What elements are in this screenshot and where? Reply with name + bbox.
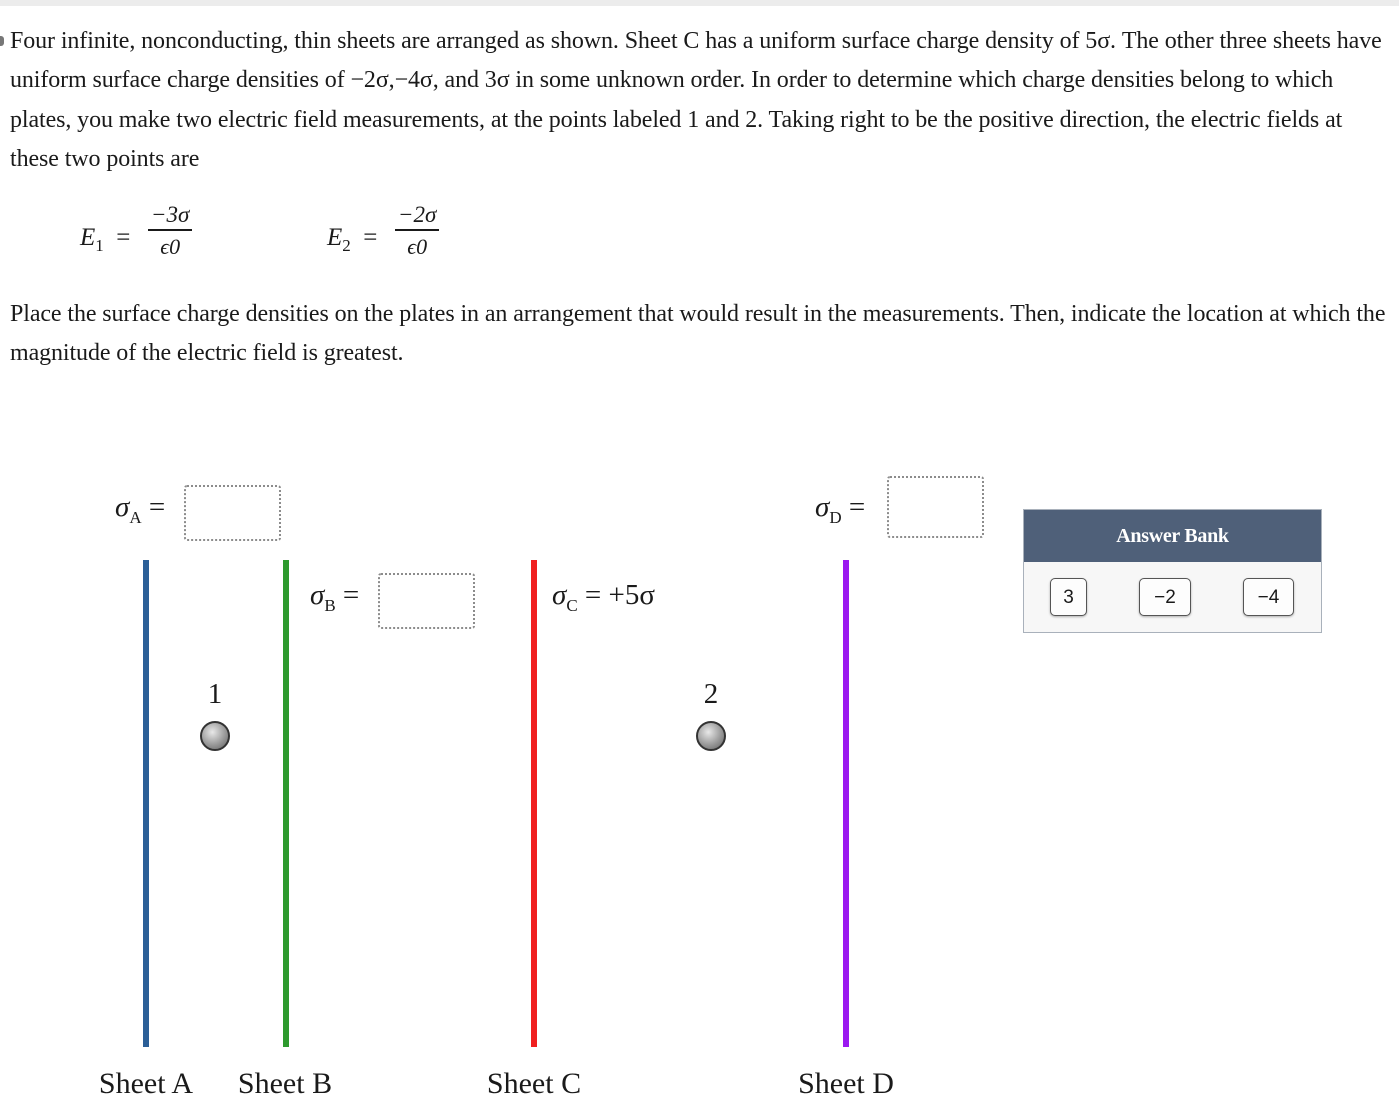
problem-intro: Four infinite, nonconducting, thin sheets are arranged as shown. Sheet C has a uniform surface charge density of 5σ. The other three sheets have uniform surface charge densities of −2σ,−4σ, and 3σ in some unknown order. In order to determine which charge densities belong to which plates, you make two electric field measurements, at the points labeled 1 and 2. Taking right to be the positive direction, the electric fields at these two points are bbox=[10, 28, 1382, 172]
sheet-d-label: Sheet D bbox=[798, 1067, 894, 1100]
sheet-d-line bbox=[843, 560, 849, 1047]
sigma-a-label: $\sigma_A$ = bbox=[115, 491, 166, 527]
sigma-b-label: $\sigma_B$ = bbox=[310, 579, 360, 615]
sheet-a-line bbox=[143, 560, 149, 1047]
sheet-b-label: Sheet B bbox=[237, 1067, 333, 1100]
e1-subscript: 1 bbox=[95, 236, 104, 255]
sigma-d-sub: D bbox=[829, 507, 842, 527]
answer-chip-neg4[interactable]: −4 bbox=[1243, 578, 1294, 616]
answer-chip-3[interactable]: 3 bbox=[1050, 578, 1087, 616]
sigma-d-label: $\sigma_D$ = bbox=[815, 491, 866, 527]
sigma-c-label: $\sigma_C = +5\sigma$ bbox=[552, 579, 656, 615]
e1-denominator: ϵ0 bbox=[160, 233, 181, 259]
e1-symbol: E bbox=[80, 224, 96, 251]
e2-subscript: 2 bbox=[342, 236, 351, 255]
answer-bank bbox=[1023, 509, 1322, 633]
sigma-c-sub: C bbox=[566, 595, 578, 615]
sheet-b-line bbox=[283, 560, 289, 1047]
point-1-marker[interactable] bbox=[200, 721, 230, 751]
sigma-b-sub: B bbox=[324, 595, 336, 615]
sigma-c-value: +5σ bbox=[608, 579, 656, 611]
sigma-d-drop-target[interactable] bbox=[887, 476, 984, 538]
sheet-c-label: Sheet C bbox=[486, 1067, 582, 1100]
top-bar bbox=[0, 0, 1399, 6]
point-1-label: 1 bbox=[207, 678, 223, 710]
sigma-a-drop-target[interactable] bbox=[184, 485, 281, 541]
sheet-c-line bbox=[531, 560, 537, 1047]
point-2-marker[interactable] bbox=[696, 721, 726, 751]
e1-numerator: −3σ bbox=[151, 202, 190, 227]
sheet-a-label: Sheet A bbox=[98, 1067, 194, 1100]
bullet-marker bbox=[0, 36, 4, 46]
e2-numerator: −2σ bbox=[398, 202, 437, 227]
e2-symbol: E bbox=[327, 224, 343, 251]
problem-instruction: Place the surface charge densities on the plates in an arrangement that would result in the measurements. Then, indicate the location at which the magnitude of the electric field is greatest. bbox=[10, 301, 1386, 367]
answer-chip-neg2[interactable]: −2 bbox=[1139, 578, 1191, 616]
sigma-b-drop-target[interactable] bbox=[378, 573, 475, 629]
sigma-a-sub: A bbox=[129, 507, 142, 527]
point-2-label: 2 bbox=[703, 678, 719, 710]
answer-bank-title: Answer Bank bbox=[1024, 510, 1321, 562]
e2-denominator: ϵ0 bbox=[407, 233, 428, 259]
